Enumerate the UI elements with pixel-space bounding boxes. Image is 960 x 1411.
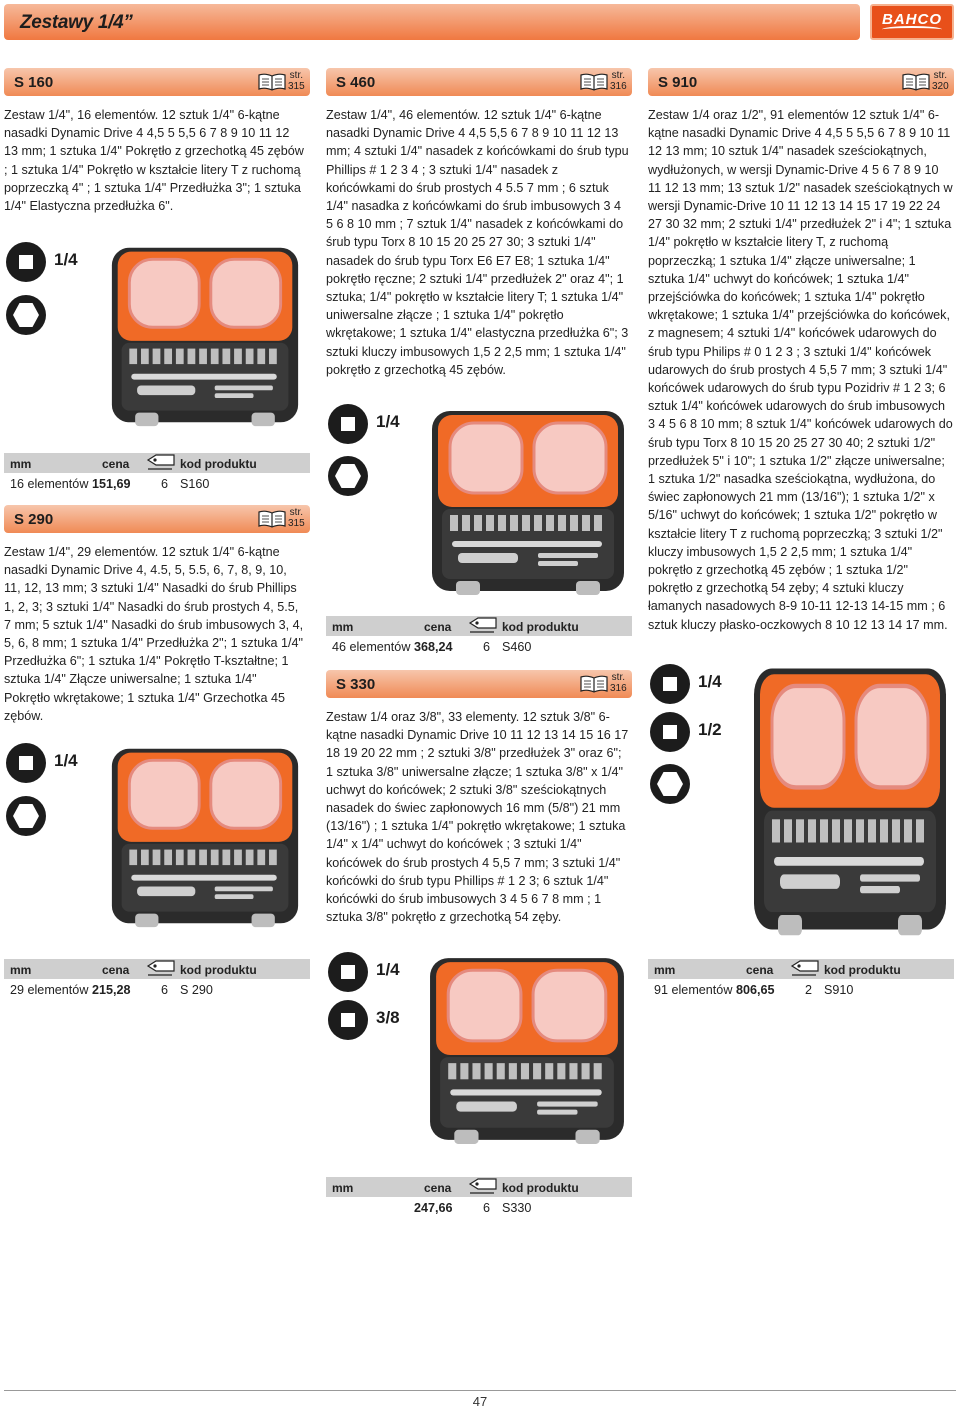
str-page: 315 — [288, 81, 305, 92]
price-tag-icon — [468, 617, 498, 635]
row-price: 215,28 — [92, 983, 131, 997]
brand-name: BAHCO — [882, 11, 942, 28]
hex-socket-icon — [650, 764, 690, 804]
product-header-s460 — [326, 68, 632, 96]
row-mm: 29 elementów — [10, 983, 89, 997]
col-price: cena — [102, 963, 130, 977]
catalog-book-icon — [258, 510, 286, 528]
square-drive-icon — [328, 404, 368, 444]
str-page: 315 — [288, 518, 305, 529]
row-mm: 16 elementów — [10, 477, 89, 491]
table-header — [4, 453, 310, 473]
row-price: 806,65 — [736, 983, 775, 997]
page-ref — [932, 70, 949, 92]
square-drive-icon — [6, 242, 46, 282]
price-table-s460 — [326, 616, 632, 656]
row-mm: 91 elementów — [654, 983, 733, 997]
table-row — [648, 979, 954, 999]
drive-size: 3/8 — [376, 1008, 400, 1027]
row-code: S910 — [824, 983, 854, 997]
row-qty: 6 — [483, 1201, 491, 1215]
product-header-s910 — [648, 68, 954, 96]
table-header — [326, 1177, 632, 1197]
drive-size: 1/4 — [376, 412, 400, 431]
product-code: S 330 — [336, 676, 376, 693]
col-price: cena — [746, 963, 774, 977]
description-text: Zestaw 1/4 oraz 1/2", 91 elementów 12 sztuk 1/4" 6-kątne nasadki Dynamic Drive 4 4,5 5 5,5 6 7 8 9 10 11 12 13 mm; 10 sztuk 1/4" nasadek sześciokątnych, wydłużonych, w wersji Dynamic-Drive 4 5 6 7 8 9 10 11 12 13 mm; 13 sztuk 1/2" nasadek sześciokątnych w wersji Dynamic-Drive 10 11 12 13 14 15 17 19 22 24 27 30 32 mm; 2 sztuki 1/4" przedłużek 2" i 4"; 1 sztuka 1/4" pokrętło w kształcie litery T, z ruchomą poprzeczką; 1 sztuka 1/4" złącze uniwersalne; 1 sztuka 1/4" uchwyt do końcówek; 1 sztuka 1/4" przejściówka do końcówek; 1 sztuka 1/4" pokrętło wkrętakowe; 1 sztuka 1/4" przejściówka do końcówek, z magnesem; 4 sztuki 1/4" końcówek udarowych do śrub typu Philips # 0 1 2 3 ; 3 sztuki 1/4" końcówek udarowych do śrub prostych 4 5,5 7 mm; 3 sztuki 1/4" końcówek udarowych do śrub typu Pozidriv # 1 2 3; 6 sztuk 1/4" końcówek udarowych do śrub imbusowych 3 4 5 6 8 10 mm; 8 sztuk 1/4" końcówek udarowych do śrub typu Torx 8 10 15 20 25 27 30 40; 2 sztuki 1/2" przedłużek 5" i 10"; 1 sztuka 1/2" złącze uniwersalne; 1 sztuka 1/2" nasadka sześciokątna, wydłużona, do świec zapłonowych 21 mm (13/16"); 1 sztuka 1/2" x 5/16" uchwyt do końcówek; 1 sztuka 1/2" pokrętło w kształcie litery T z ruchomą poprzeczką; 3 sztuki 1/2" kluczy imbusowych 1,5 2 2,5 mm; 1 sztuka 1/4" pokrętło z grzechotką 45 zębów ; 1 sztuka 1/2" pokrętło z grzechotką 54 zęby; 4 sztuki kluczy łamanych nasadowych 8-9 10-11 12-13 14-15 mm ; 6 sztuk kluczy płasko-oczkowych 8 10 12 13 14 17 mm. — [648, 108, 953, 632]
product-code: S 160 — [14, 74, 54, 91]
col-mm: mm — [10, 457, 32, 471]
drive-size: 1/4 — [698, 672, 722, 691]
product-description — [326, 708, 630, 926]
str-label: str. — [289, 70, 304, 81]
table-row — [4, 473, 310, 493]
col-mm: mm — [654, 963, 676, 977]
drive-size: 1/4 — [376, 960, 400, 979]
toolcase-image-s460 — [428, 398, 628, 604]
description-text: Zestaw 1/4", 29 elementów. 12 sztuk 1/4" 6-kątne nasadki Dynamic Drive 4, 4.5, 5, 5.5, 6, 7, 8, 9, 10, 11, 12, 13 mm; 3 sztuki 1/4" Nasadki do śrub Phillips 1, 2, 3; 3 sztuki 1/4" Nasadki do śrub prostych 4, 5.5, 7 mm; 5 sztuk 1/4" Nasadki do śrub imbusowych 3, 4, 5, 6, 8 mm; 1 sztuka 1/4" Przedłużka 2"; 1 sztuka 1/4" Przedłużka 6"; 1 sztuka 1/4" Pokrętło T-kształtne; 1 sztuka 1/4" Złącze uniwersalne; 1 sztuka 1/4" Pokrętło wkrętakowe; 1 sztuka 1/4" Grzechotka 45 zębów. — [4, 545, 304, 723]
row-qty: 6 — [483, 640, 491, 654]
description-text: Zestaw 1/4 oraz 3/8", 33 elementy. 12 sztuk 3/8" 6-kątne nasadki Dynamic Drive 10 11 12 13 14 15 16 17 18 19 20 22 mm ; 2 sztuki 3/8" przedłużek 3" oraz 6"; 1 sztuka 3/8" uniwersalne złącze; 1 sztuka 3/8" x 1/4" uchwyt do końcówek; 2 sztuki 3/8" sześciokątnych nasadek do świec zapłonowych 16 mm (5/8") 21 mm (13/16") ; 1 sztuka 1/4" pokrętło wkrętakowe; 1 sztuka 1/4" x 1/4" uchwyt do końcówek ; 3 sztuki 1/4" końcówek do śrub prostych 4 5,5 7 mm; 3 sztuki 1/4" końcówki do śrub typu Phillips # 1 2 3; 6 sztuk 1/4" końcówki do śrub imbusowych 3 4 5 6 7 8 mm ; 1 sztuka 3/8" pokrętło z grzechotką 54 zęby. — [326, 710, 629, 925]
col-code: kod produktu — [502, 620, 579, 634]
page-number: 47 — [472, 1394, 488, 1409]
row-code: S160 — [180, 477, 210, 491]
page-ref — [288, 507, 305, 529]
table-header — [326, 616, 632, 636]
price-table-s160 — [4, 453, 310, 493]
table-header — [648, 959, 954, 979]
product-code: S 290 — [14, 511, 54, 528]
page-ref — [288, 70, 305, 92]
catalog-book-icon — [580, 675, 608, 693]
row-qty: 6 — [161, 983, 169, 997]
col-mm: mm — [332, 1181, 354, 1195]
product-description — [4, 543, 306, 725]
str-label: str. — [933, 70, 948, 81]
product-code: S 910 — [658, 74, 698, 91]
drive-size: 1/4 — [54, 751, 78, 770]
table-row — [4, 979, 310, 999]
toolcase-image-s290 — [108, 733, 302, 939]
square-drive-icon — [328, 1000, 368, 1040]
str-label: str. — [289, 507, 304, 518]
str-page: 316 — [610, 81, 627, 92]
col-code: kod produktu — [180, 457, 257, 471]
row-qty: 6 — [161, 477, 169, 491]
row-mm: 46 elementów — [332, 640, 411, 654]
price-tag-icon — [468, 1178, 498, 1196]
product-description — [648, 106, 954, 634]
col-mm: mm — [332, 620, 354, 634]
logo-fish-line — [882, 26, 942, 33]
col-price: cena — [102, 457, 130, 471]
square-drive-icon — [6, 743, 46, 783]
col-price: cena — [424, 1181, 452, 1195]
col-mm: mm — [10, 963, 32, 977]
description-text: Zestaw 1/4", 16 elementów. 12 sztuk 1/4" 6-kątne nasadki Dynamic Drive 4 4,5 5 5,5 6 7 8 9 10 11 12 13 mm; 1 sztuka 1/4" Pokrętło z grzechotką 45 zębów ; 1 sztuka 1/4" Pokrętło w kształcie litery T z ruchomą poprzeczką 4" ; 1 sztuka 1/4" Przedłużka 3"; 1 sztuka 1/4" Elastyczna przedłużka 6". — [4, 108, 304, 214]
product-description — [326, 106, 630, 379]
col-price: cena — [424, 620, 452, 634]
col-code: kod produktu — [824, 963, 901, 977]
price-tag-icon — [146, 960, 176, 978]
page-ref — [610, 672, 627, 694]
table-row — [326, 636, 632, 656]
price-tag-icon — [790, 960, 820, 978]
square-drive-icon — [650, 712, 690, 752]
row-code: S 290 — [180, 983, 213, 997]
catalog-book-icon — [580, 73, 608, 91]
price-table-s910 — [648, 959, 954, 999]
catalog-book-icon — [258, 73, 286, 91]
product-code: S 460 — [336, 74, 376, 91]
col-code: kod produktu — [180, 963, 257, 977]
row-price: 368,24 — [414, 640, 453, 654]
price-tag-icon — [146, 454, 176, 472]
hex-socket-icon — [6, 295, 46, 335]
str-label: str. — [611, 672, 626, 683]
table-header — [4, 959, 310, 979]
square-drive-icon — [328, 952, 368, 992]
row-code: S330 — [502, 1201, 532, 1215]
toolcase-image-s910 — [750, 654, 950, 944]
toolcase-image-s160 — [108, 232, 302, 438]
row-qty: 2 — [805, 983, 813, 997]
toolcase-image-s330 — [424, 948, 630, 1150]
header-bar — [4, 4, 860, 40]
col-code: kod produktu — [502, 1181, 579, 1195]
hex-socket-icon — [6, 796, 46, 836]
drive-size: 1/4 — [54, 250, 78, 269]
page-ref — [610, 70, 627, 92]
catalog-book-icon — [902, 73, 930, 91]
description-text: Zestaw 1/4", 46 elementów. 12 sztuk 1/4" 6-kątne nasadki Dynamic Drive 4 4,5 5,5 6 7 8 9 10 11 12 13 mm; 4 sztuki 1/4" nasadek z końcówkami do śrub typu Phillips # 1 2 3 4 ; 3 sztuki 1/4" nasadek z końcówkami do śrub prostych 4 5.5 7 mm ; 6 sztuk 1/4" nasadka z końcówkami do śrub imbusowych 3 4 5 6 8 10 mm ; 7 sztuk 1/4" nasadek z końcówkami do śrub typu Torx 8 10 15 20 25 27 30; 3 sztuki 1/4" nasadek do śrub typu Torx E6 E7 E8; 1 sztuka 1/4" pokrętło ręczne; 2 sztuki 1/4" przedłużek 2" oraz 4"; 1 sztuka; 1/4" pokrętło w kształcie litery T; 1 sztuka 1/4" uniwersalne złącze ; 1 sztuka 1/4" pokrętło wkrętakowe; 1 sztuka 1/4" elastyczna przedłużka 6"; 3 sztuki kluczy imbusowych 1,5 2 2,5 mm; 1 sztuka 1/4" pokrętło z grzechotką 45 zębów. — [326, 108, 629, 377]
price-table-s330 — [326, 1177, 632, 1217]
row-price: 247,66 — [414, 1201, 453, 1215]
page-title: Zestawy 1/4” — [20, 12, 133, 33]
product-description — [4, 106, 304, 215]
product-header-s160 — [4, 68, 310, 96]
drive-size: 1/2 — [698, 720, 722, 739]
table-row — [326, 1197, 632, 1217]
hex-socket-icon — [328, 456, 368, 496]
str-page: 320 — [932, 81, 949, 92]
footer-divider — [4, 1390, 956, 1391]
str-page: 316 — [610, 683, 627, 694]
product-header-s290 — [4, 505, 310, 533]
product-header-s330 — [326, 670, 632, 698]
price-table-s290 — [4, 959, 310, 999]
bahco-logo — [870, 4, 954, 40]
square-drive-icon — [650, 664, 690, 704]
row-price: 151,69 — [92, 477, 131, 491]
str-label: str. — [611, 70, 626, 81]
row-code: S460 — [502, 640, 532, 654]
